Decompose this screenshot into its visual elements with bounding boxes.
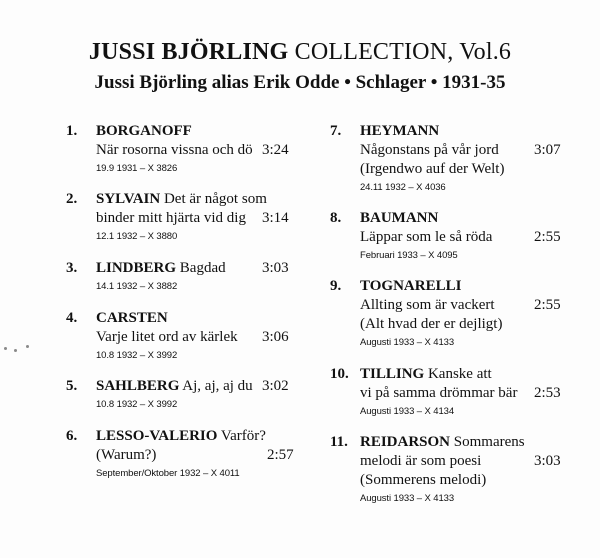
track-duration: 3:07 — [534, 142, 561, 158]
recording-info: Augusti 1933 – X 4134 — [360, 406, 455, 417]
track-title-line1: Kanske att — [424, 366, 492, 382]
track-duration: 3:14 — [262, 210, 289, 226]
track-artist: TOGNARELLI — [360, 278, 462, 294]
track-heading — [96, 309, 238, 328]
recording-info: September/Oktober 1932 – X 4011 — [96, 468, 240, 479]
recording-info: 24.11 1932 – X 4036 — [360, 182, 446, 193]
track-number: 2. — [66, 191, 78, 207]
track-duration: 2:57 — [267, 447, 294, 463]
track-title-line2: Läppar som le så röda — [360, 229, 493, 245]
track-title-line2: vi på samma drömmar bär — [360, 385, 518, 401]
track-artist: BAUMANN — [360, 210, 439, 226]
track-heading — [360, 433, 525, 452]
track-heading — [360, 277, 502, 296]
track-artist: SAHLBERG — [96, 378, 180, 394]
track-artist: SYLVAIN — [96, 191, 161, 207]
recording-info: 10.8 1932 – X 3992 — [96, 350, 178, 361]
track-heading — [96, 259, 226, 278]
track-duration: 3:06 — [262, 329, 289, 345]
track-heading — [360, 209, 492, 228]
track-number: 10. — [330, 366, 349, 382]
track-artist: HEYMANN — [360, 123, 440, 139]
track-number: 11. — [330, 434, 348, 450]
track-title-line2: melodi är som poesi — [360, 453, 482, 469]
speck-mark — [4, 347, 7, 350]
track-number: 5. — [66, 378, 78, 394]
track-title-line2: Någonstans på vår jord — [360, 142, 499, 158]
recording-info: 12.1 1932 – X 3880 — [96, 231, 178, 242]
track-duration: 3:02 — [262, 378, 289, 394]
track-number: 8. — [330, 210, 342, 226]
recording-info: Februari 1933 – X 4095 — [360, 250, 458, 261]
track-heading — [96, 427, 266, 446]
track-title-line1: Aj, aj, aj du — [179, 378, 253, 394]
track-heading — [96, 122, 253, 141]
track-number: 9. — [330, 278, 342, 294]
title-artist: JUSSI BJÖRLING — [88, 39, 289, 65]
track-artist: LESSO-VALERIO — [96, 428, 218, 444]
track-artist: REIDARSON — [360, 434, 451, 450]
track-duration: 3:03 — [534, 453, 561, 469]
track-heading — [360, 122, 504, 141]
track-duration: 2:55 — [534, 229, 561, 245]
track-number: 1. — [66, 123, 78, 139]
track-title-line1: Sommarens — [450, 434, 525, 450]
track-artist: LINDBERG — [96, 260, 177, 276]
track-title-line3: (Irgendwo auf der Welt) — [360, 161, 505, 177]
track-title-line1: Varför? — [217, 428, 266, 444]
track-title-line2: binder mitt hjärta vid dig — [96, 210, 246, 226]
track-heading — [96, 190, 267, 209]
track-title-line2: Allting som är vackert — [360, 297, 495, 313]
track-number: 7. — [330, 123, 342, 139]
track-artist: BORGANOFF — [96, 123, 192, 139]
collection-title — [0, 38, 600, 66]
track-title-line3: (Alt hvad der er dejligt) — [360, 316, 503, 332]
track-number: 4. — [66, 310, 78, 326]
track-title-line3: (Sommerens melodi) — [360, 472, 487, 488]
recording-info: 14.1 1932 – X 3882 — [96, 281, 178, 292]
speck-mark — [26, 345, 29, 348]
collection-subtitle: Jussi Björling alias Erik Odde • Schlager • 1931-35 — [94, 72, 506, 93]
title-collection: COLLECTION, Vol.6 — [288, 39, 512, 65]
track-title-line1: Bagdad — [176, 260, 226, 276]
track-title-line2: (Warum?) — [96, 447, 157, 463]
recording-info: Augusti 1933 – X 4133 — [360, 493, 455, 504]
track-title-line2: Varje litet ord av kärlek — [96, 329, 238, 345]
track-number: 6. — [66, 428, 78, 444]
track-artist: CARSTEN — [96, 310, 168, 326]
recording-info: Augusti 1933 – X 4133 — [360, 337, 455, 348]
speck-mark — [14, 349, 17, 352]
track-artist: TILLING — [360, 366, 425, 382]
track-heading — [360, 365, 517, 384]
track-number: 3. — [66, 260, 78, 276]
track-title-line1: Det är något som — [160, 191, 267, 207]
track-duration: 2:55 — [534, 297, 561, 313]
track-duration: 2:53 — [534, 385, 561, 401]
track-duration: 3:03 — [262, 260, 289, 276]
track-heading — [96, 377, 253, 396]
recording-info: 19.9 1931 – X 3826 — [96, 163, 178, 174]
track-duration: 3:24 — [262, 142, 289, 158]
recording-info: 10.8 1932 – X 3992 — [96, 399, 178, 410]
track-title-line2: När rosorna vissna och dö — [96, 142, 253, 158]
